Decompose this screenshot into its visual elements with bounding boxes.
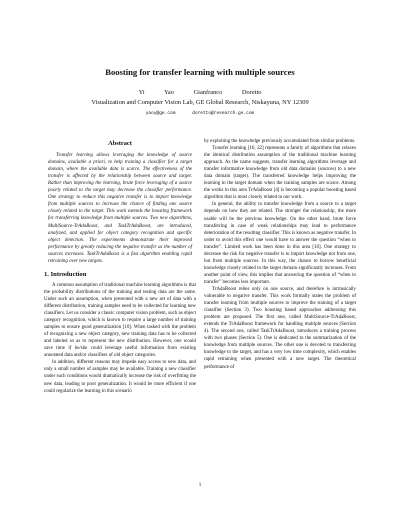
paper-title: Boosting for transfer learning with multiple sources xyxy=(105,67,295,77)
paragraph: A common assumption of traditional machine learning algorithms is that the probability distributions of the training and testing data are the same. Under such an assumption, when presented with a new set of data with a different distribution, training samples need to be collected for learning new classifiers. Let us consider a classic computer vision problem, such as object category recognition, which is known to require a large number of training samples to ensure good generalization [10]. When tasked with the problem of recognizing a new object category, new training data has to be collected and labeled so as to represent the new distribution. However, one would save time if he/she could leverage useful information from existing annotated data and/or classifiers of old object categories. xyxy=(44,282,196,359)
right-column xyxy=(204,138,356,371)
paragraph: In general, the ability to transfer knowledge from a source to a target depends on how they are related. The stronger the relationship, the more usable will be the previous knowledge. On the other hand, brute force transferring in case of weak relationships may lead to performance deterioration of the resulting classifier. This is known as negative transfer. In order to avoid this effect one would have to answer the question “when to transfer”. Limited work has been done in this area [16]. One strategy to decrease the risk for negative transfer is to import knowledge not from one, but from multiple sources. In this way, the chance to borrow beneficial knowledge closely related to the target domain significantly increases. From another point of view, this implies that answering the question of “when to transfer” becomes less important. xyxy=(204,202,356,285)
section-heading-introduction: 1. Introduction xyxy=(44,270,87,278)
paragraph: In addition, different reasons may impede easy access to new data, and only a small number of samples may be available. Training a new classifier under such conditions would dramatically increase the risk of overfitting the new data, leading to poor generalization. It would be more efficient if one could regularize the learning in this scenario xyxy=(44,360,196,394)
left-column xyxy=(44,138,196,395)
paper-authors: Yi Yao Gianfranco Doretto xyxy=(138,89,262,96)
paper-emails: yaoy@ge.com doretto@research.ge.com xyxy=(145,111,255,116)
paragraph: TrAdaBoost relies only on one source, and therefore is intrinsically vulnerable to negative transfer. This work formally states the problem of transfer learning from multiple sources to improve the training of a target classifier (Section 3). Two boosting based approaches addressing this problem are proposed. The first one, called MultiSource-TrAdaBoost, extends the TrAdaBoost framework for handling multiple sources (Section 4). The second one, called TaskTrAdaBoost, introduces a training process with two phases (Section 5). One is dedicated to the summarization of the knowledge from multiple sources. The other one is devoted to transferring knowledge to the target, and has a very low time complexity, which enables rapid retraining when presented with a new target. The theoretical performance of xyxy=(204,286,356,370)
paragraph: Transfer learning [16, 22] represents a family of algorithms that relaxes the identical distribution assumption of the traditional machine learning approach. As the name suggests, transfer learning algorithms leverage and transfer informative knowledge from old data domains (sources) to a new data domain (target). The transferred knowledge helps improving the learning in the target domain when the training samples are scarce. Among the works in this area TrAdaBoost [4] is becoming a popular boosting based algorithm that is most closely related to our work. xyxy=(204,146,356,201)
abstract-text: Transfer learning allows leveraging the knowledge of source domains, available a priori, to help training a classifier for a target domain, where the available data is scarce. The effectiveness of the transfer is affected by the relationship between source and target. Rather than improving the learning, brute force leveraging of a source poorly related to the target may decrease the classifier performance. One strategy to reduce this negative transfer is to import knowledge from multiple sources to increase the chance of finding one source closely related to the target. This work extends the boosting framework for transferring knowledge from multiple sources. Two new algorithms, MultiSource-TrAdaBoost, and TaskTrAdaBoost, are introduced, analyzed, and applied for object category recognition and specific object detection. The experiments demonstrate their improved performance by greatly reducing the negative transfer as the number of sources increases. TaskTrAdaBoost is a fast algorithm enabling rapid retraining over new targets. xyxy=(48,153,192,264)
paragraph: by exploiting the knowledge previously accumulated from similar problems. xyxy=(204,139,356,144)
paper-affiliation: Visualization and Computer Vision Lab, GE Global Research, Niskayuna, NY 12309 xyxy=(91,99,309,106)
abstract-heading: Abstract xyxy=(108,140,132,147)
page-number: 1 xyxy=(198,483,202,488)
